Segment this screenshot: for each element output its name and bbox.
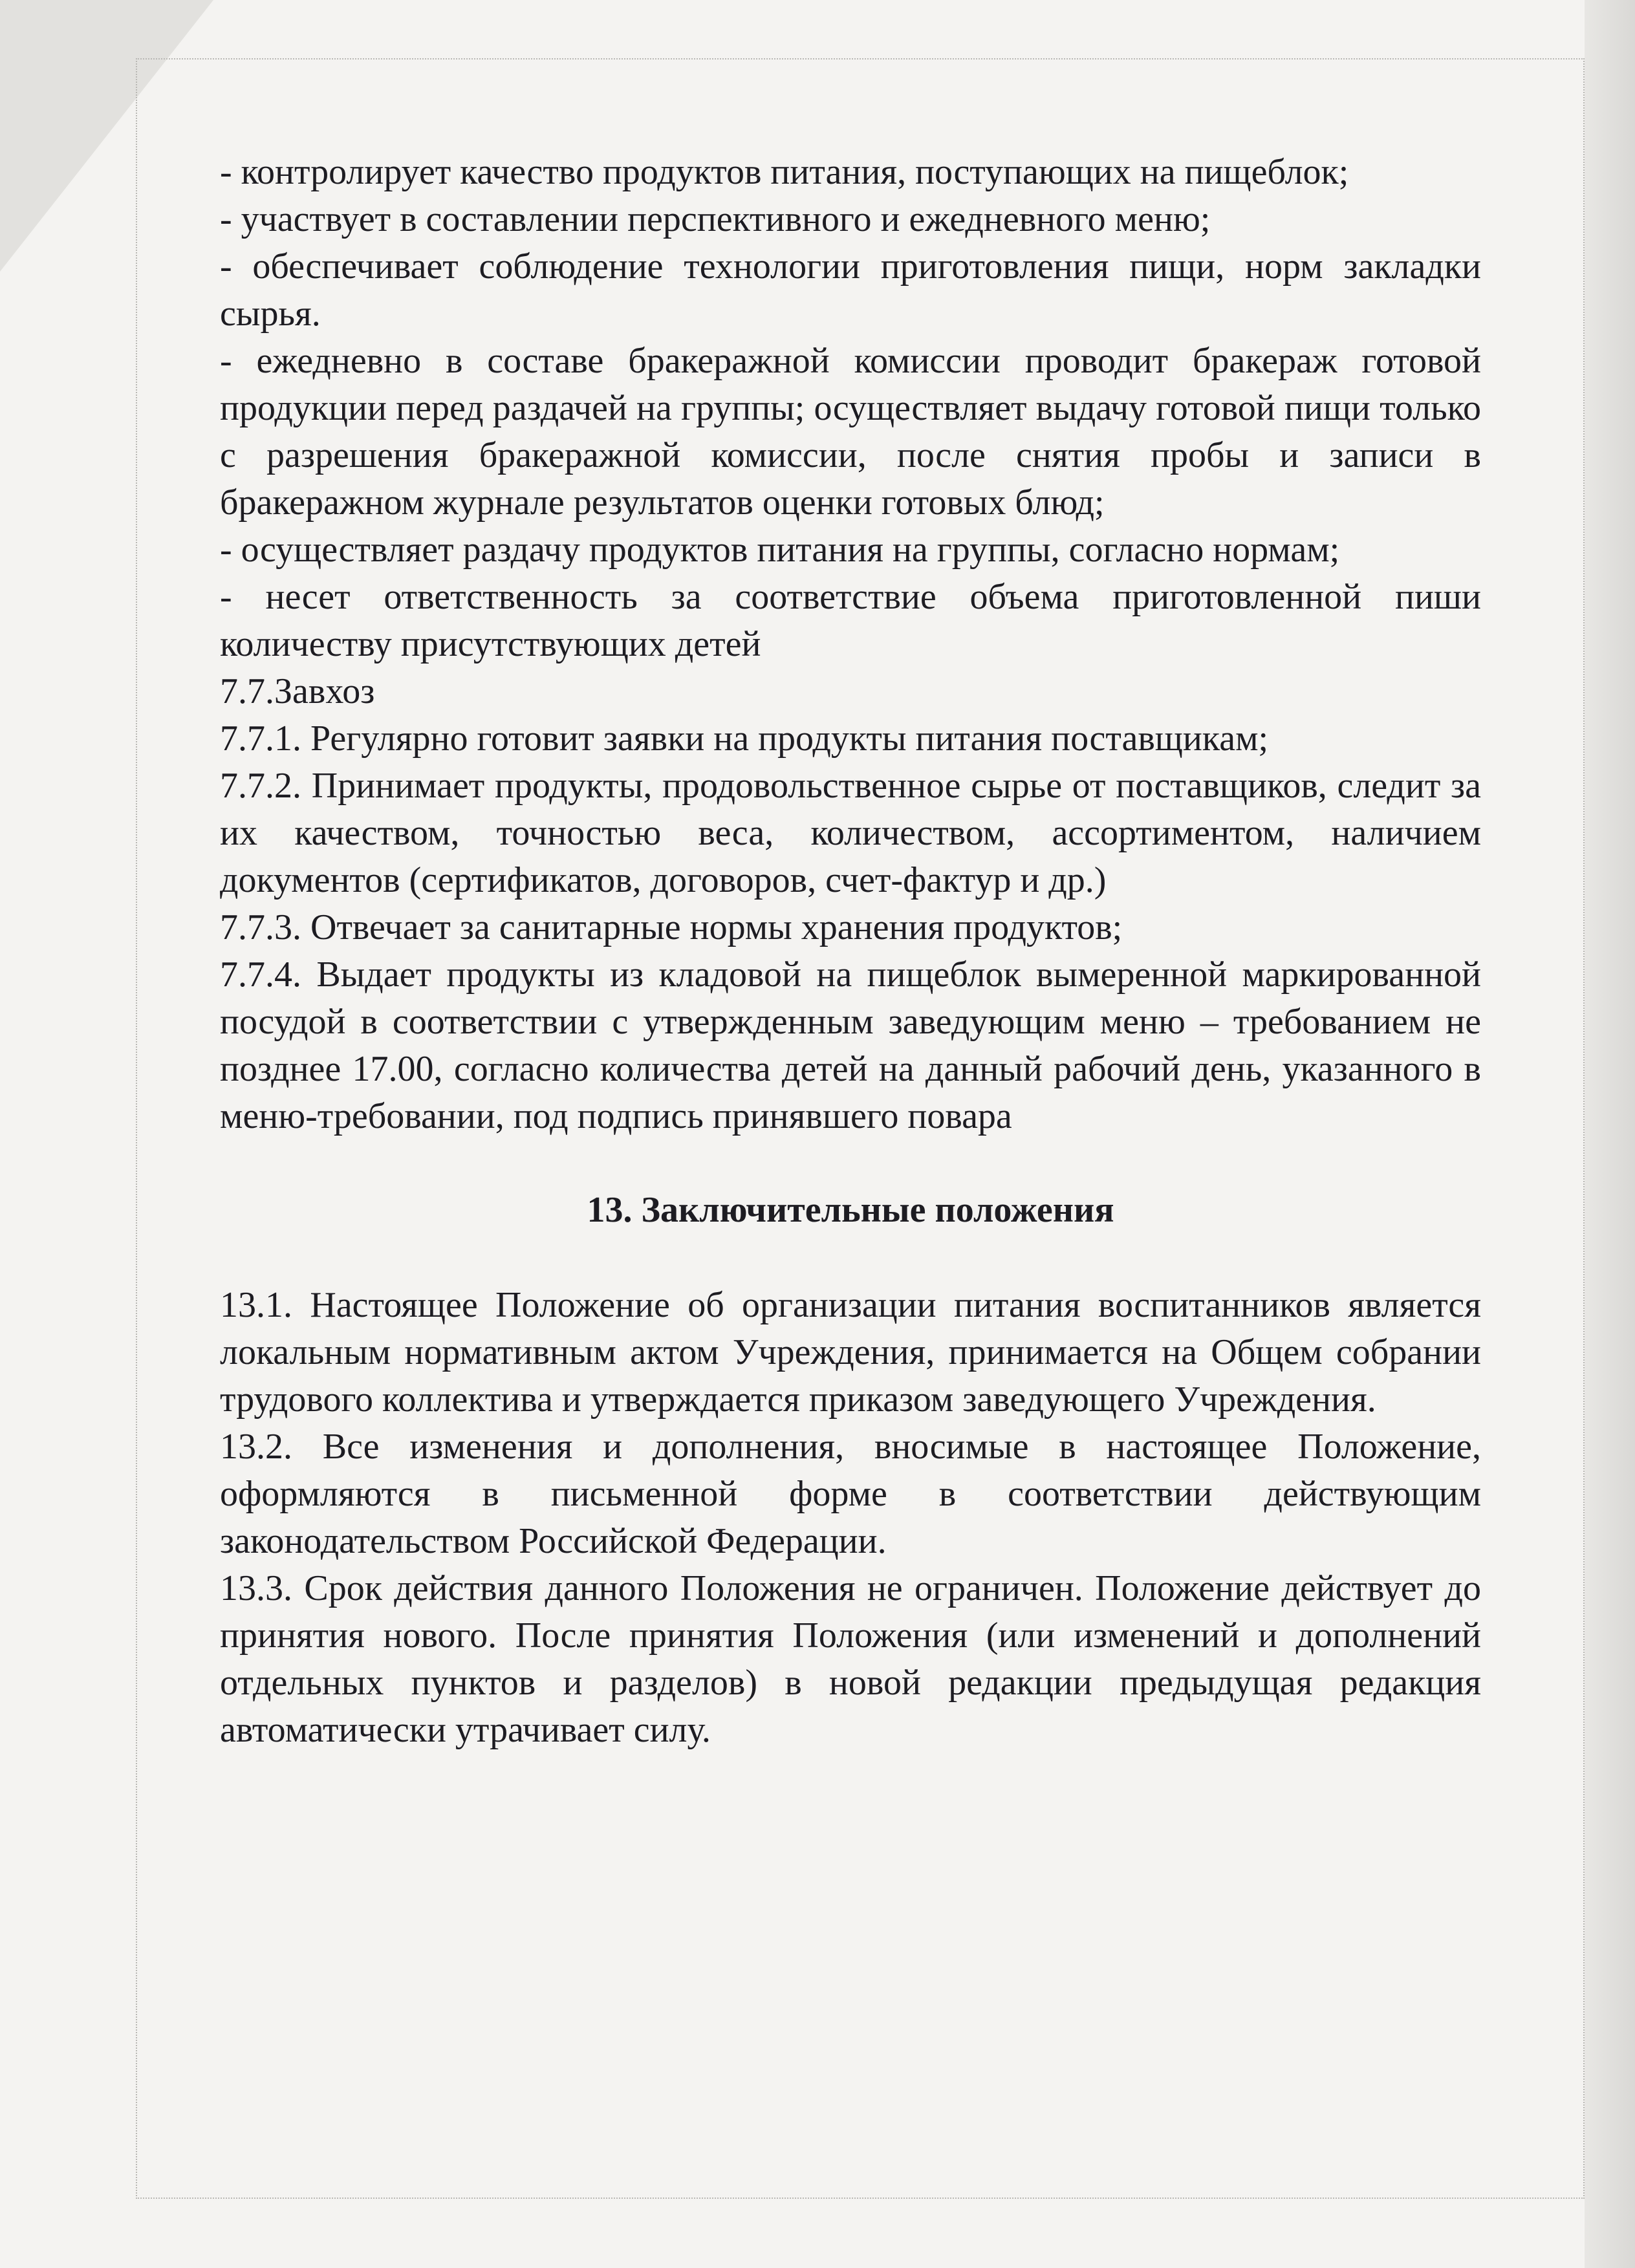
paragraph-section-7-7: 7.7.Завхоз xyxy=(220,671,375,711)
paragraph-food-distribution: - осуществляет раздачу продуктов питания на группы, согласно нормам; xyxy=(220,530,1340,570)
section-heading: 13. Заключительные положения xyxy=(587,1190,1114,1230)
paragraph-quality-control: - контролирует качество продуктов питания, поступающих на пищеблок; xyxy=(220,152,1349,192)
paragraph-brakerage: - ежедневно в составе бракеражной комиссии проводит бракераж готовой продукции перед раздачей на группы; осуществляет выдачу готовой пищи только с разрешения бракеражной комиссии, после снятия пробы и записи в бракеражном журнале результатов оценки готовых блюд; xyxy=(220,341,1481,523)
paragraph-7-7-3: 7.7.3. Отвечает за санитарные нормы хранения продуктов; xyxy=(220,907,1123,947)
paragraph-13-2: 13.2. Все изменения и дополнения, вносимые в настоящее Положение, оформляются в письменной форме в соответствии действующим законодательством Российской Федерации. xyxy=(220,1427,1481,1561)
paragraph-7-7-2: 7.7.2. Принимает продукты, продовольственное сырье от поставщиков, следит за их качеством, точностью веса, количеством, ассортиментом, наличием документов (сертификатов, договоров, счет-фактур и др.) xyxy=(220,766,1481,900)
paragraph-cooking-technology: - обеспечивает соблюдение технологии приготовления пищи, норм закладки сырья. xyxy=(220,246,1481,334)
paragraph-portion-responsibility: - несет ответственность за соответствие объема приготовленной пиши количеству присутствующих детей xyxy=(220,577,1481,664)
paragraph-7-7-1: 7.7.1. Регулярно готовит заявки на продукты питания поставщикам; xyxy=(220,718,1269,759)
paragraph-7-7-4: 7.7.4. Выдает продукты из кладовой на пищеблок вымеренной маркированной посудой в соответствии с утвержденным заведующим меню – требованием не позднее 17.00, согласно количества детей на данный рабочий день, указанного в меню-требовании, под подпись принявшего повара xyxy=(220,955,1481,1136)
paragraph-menu-participation: - участвует в составлении перспективного и ежедневного меню; xyxy=(220,199,1211,239)
paragraph-13-1: 13.1. Настоящее Положение об организации питания воспитанников является локальным нормативным актом Учреждения, принимается на Общем собрании трудового коллектива и утверждается приказом заведующего Учреждения. xyxy=(220,1285,1481,1420)
paper-stack-edge xyxy=(1585,0,1635,2268)
paragraph-13-3: 13.3. Срок действия данного Положения не ограничен. Положение действует до принятия нового. После принятия Положения (или изменений и дополнений отдельных пунктов и разделов) в новой редакции предыдущая редакция автоматически утрачивает силу. xyxy=(220,1568,1481,1750)
document-body xyxy=(220,149,1481,1754)
